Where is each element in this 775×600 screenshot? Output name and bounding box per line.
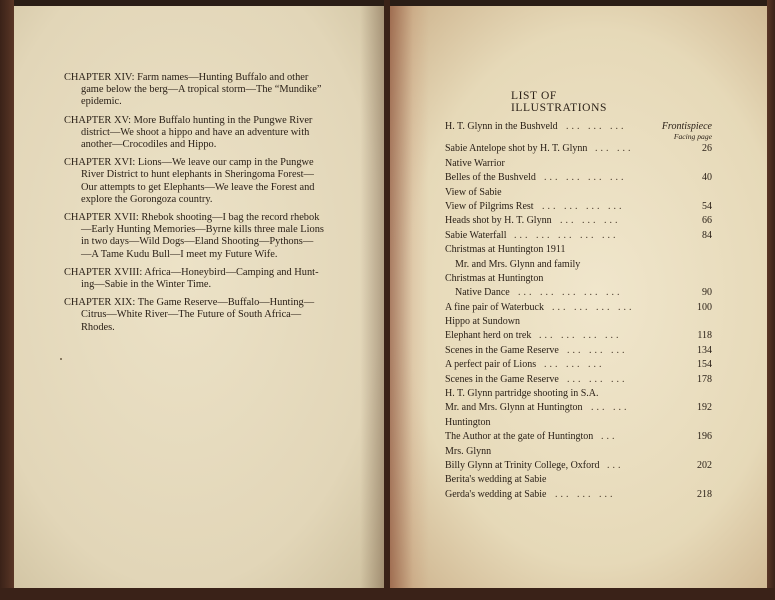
leader-dots: ... ... ... [555,488,616,500]
illustration-page-number: 100 [697,301,712,313]
illustration-page-number: 84 [702,229,712,241]
illustration-row [445,416,712,430]
leader-dots: ... ... [595,143,634,155]
illustration-page-number: 40 [702,172,712,184]
illustration-row [445,387,712,401]
leader-dots: ... ... ... [544,359,605,371]
chapter-line: CHAPTER XIX: The Game Reserve—Buffalo—Hunting— [64,297,315,309]
illustration-page-number: 178 [697,373,712,385]
illustrations-heading: LIST OF ILLUSTRATIONS [511,90,607,114]
illustration-caption: View of Pilgrims Rest [445,200,534,212]
illustration-row [445,344,712,358]
illustration-page-number: 202 [697,459,712,471]
chapter-line: CHAPTER XV: More Buffalo hunting in the Pungwe River [64,114,313,126]
illustration-page-number: 154 [697,359,712,371]
illustration-caption: Scenes in the Game Reserve [445,373,559,385]
cover-edge-left [0,0,14,600]
illustration-caption: Mrs. Glynn [445,445,492,457]
chapter-entry [64,72,354,109]
leader-dots: ... ... ... [567,344,628,356]
illustration-row [445,445,712,459]
chapter-entry [64,115,354,152]
illustration-row [445,200,712,214]
chapter-contents-list [64,72,354,340]
leader-dots: ... ... ... [566,121,627,132]
illustration-caption: H. T. Glynn partridge shooting in S.A. [445,388,599,400]
chapter-entry [64,157,354,206]
illustration-caption: Christmas at Huntington 1911 [445,244,566,256]
illustration-caption: Berita's wedding at Sabie [445,474,547,486]
illustration-caption: Scenes in the Game Reserve [445,344,559,356]
chapter-line: game below the berg—A tropical storm—The “Mundike” [81,84,322,96]
illustration-caption: Huntington [445,416,491,428]
illustration-caption: Heads shot by H. T. Glynn [445,215,552,227]
book-spine [384,0,390,600]
illustration-row [445,488,712,502]
illustration-row [445,272,712,286]
illustration-row [445,120,712,134]
chapter-line: —A Tame Kudu Bull—I meet my Future Wife. [81,248,278,260]
gutter-shadow [389,6,429,588]
leader-dots: ... ... ... ... [552,301,635,313]
illustration-row [445,401,712,415]
chapter-line: explore the Gorongoza country. [81,193,213,205]
illustration-row [445,214,712,228]
leader-dots: ... ... ... [567,373,628,385]
illustration-caption: Belles of the Bushveld [445,172,536,184]
illustration-caption: Billy Glynn at Trinity College, Oxford [445,459,600,471]
chapter-line: CHAPTER XVI: Lions—We leave our camp in the Pungwe [64,157,314,169]
chapter-line: —Early Hunting Memories—Byrne kills three male Lions [81,224,324,236]
illustration-row [445,373,712,387]
illustration-page-number: 196 [697,431,712,443]
illustration-row [445,430,712,444]
illustration-page-number: 218 [697,488,712,500]
illustration-row [445,186,712,200]
illustration-row [445,157,712,171]
illustration-row [445,142,712,156]
illustration-caption: Sabie Waterfall [445,229,507,241]
leader-dots: ... ... ... ... ... [514,229,619,241]
illustration-page-number: 192 [697,402,712,414]
illustration-caption: A fine pair of Waterbuck [445,301,544,313]
illustration-page-number: Frontispiece [661,121,712,132]
chapter-line: CHAPTER XVII: Rhebok shooting—I bag the record rhebok [64,212,320,224]
chapter-line: CHAPTER XIV: Farm names—Hunting Buffalo and other [64,72,309,83]
chapter-entry [64,297,354,334]
chapter-line: Citrus—White River—The Future of South Africa— [81,309,302,321]
illustration-page-number: 134 [697,344,712,356]
illustration-row [445,286,712,300]
gutter-shadow [360,6,386,588]
illustration-caption: Sabie Antelope shot by H. T. Glynn [445,143,588,155]
leader-dots: ... ... ... ... ... [518,287,623,299]
illustration-caption: H. T. Glynn in the Bushveld [445,121,558,132]
illustration-page-number: 54 [702,200,712,212]
illustration-row [445,459,712,473]
illustration-page-number: 118 [697,330,712,342]
illustration-caption: Hippo at Sundown [445,316,520,328]
illustration-page-number: 26 [702,143,712,155]
illustration-caption: Mr. and Mrs. Glynn at Huntington [445,402,583,414]
illustration-caption: Native Warrior [445,157,505,169]
illustration-row [445,358,712,372]
facing-page-header-row [445,134,712,142]
chapter-line: Our attempts to get Elephants—We leave the Forest and [81,181,315,193]
leader-dots: ... ... ... [560,215,621,227]
leader-dots: ... ... [591,402,630,414]
illustration-row [445,315,712,329]
chapter-line: CHAPTER XVIII: Africa—Honeybird—Camping and Hunt- [64,266,319,278]
chapter-line: district—We shoot a hippo and have an adventure with [81,126,310,138]
leader-dots: ... ... ... ... [539,330,622,342]
leader-dots: ... [607,459,624,471]
illustration-row [445,171,712,185]
chapter-line: in two days—Wild Dogs—Eland Shooting—Pythons— [81,236,314,248]
leader-dots: ... ... ... ... [542,200,625,212]
illustration-page-number: 66 [702,215,712,227]
leader-dots: ... [601,431,618,443]
chapter-line: Rhodes. [81,321,115,333]
illustrations-list [445,120,712,502]
chapter-entry [64,267,354,291]
illustration-caption: Elephant herd on trek [445,330,532,342]
cover-edge-bottom [0,588,775,600]
leader-dots: ... ... ... ... [544,172,627,184]
chapter-line: ing—Sabie in the Winter Time. [81,279,212,291]
illustration-row [445,243,712,257]
illustration-caption: Christmas at Huntington [445,272,544,284]
illustration-caption: View of Sabie [445,186,502,198]
illustration-caption: Mr. and Mrs. Glynn and family [455,258,581,270]
illustration-row [445,329,712,343]
illustration-row [445,229,712,243]
illustration-caption: Native Dance [455,287,510,299]
illustration-row [445,258,712,272]
cover-edge-right [767,0,775,600]
illustration-caption: Gerda's wedding at Sabie [445,488,547,500]
chapter-line: River District to hunt elephants in Sheringoma Forest— [81,169,314,181]
chapter-line: another—Crocodiles and Hippo. [81,139,217,151]
illustration-caption: A perfect pair of Lions [445,359,537,371]
paper-speck [60,358,62,360]
chapter-line: epidemic. [81,96,122,108]
chapter-entry [64,212,354,261]
illustration-row [445,301,712,315]
illustration-row [445,473,712,487]
illustration-caption: The Author at the gate of Huntington [445,431,594,443]
facing-page-label: Facing page [673,132,712,142]
illustration-page-number: 90 [702,287,712,299]
